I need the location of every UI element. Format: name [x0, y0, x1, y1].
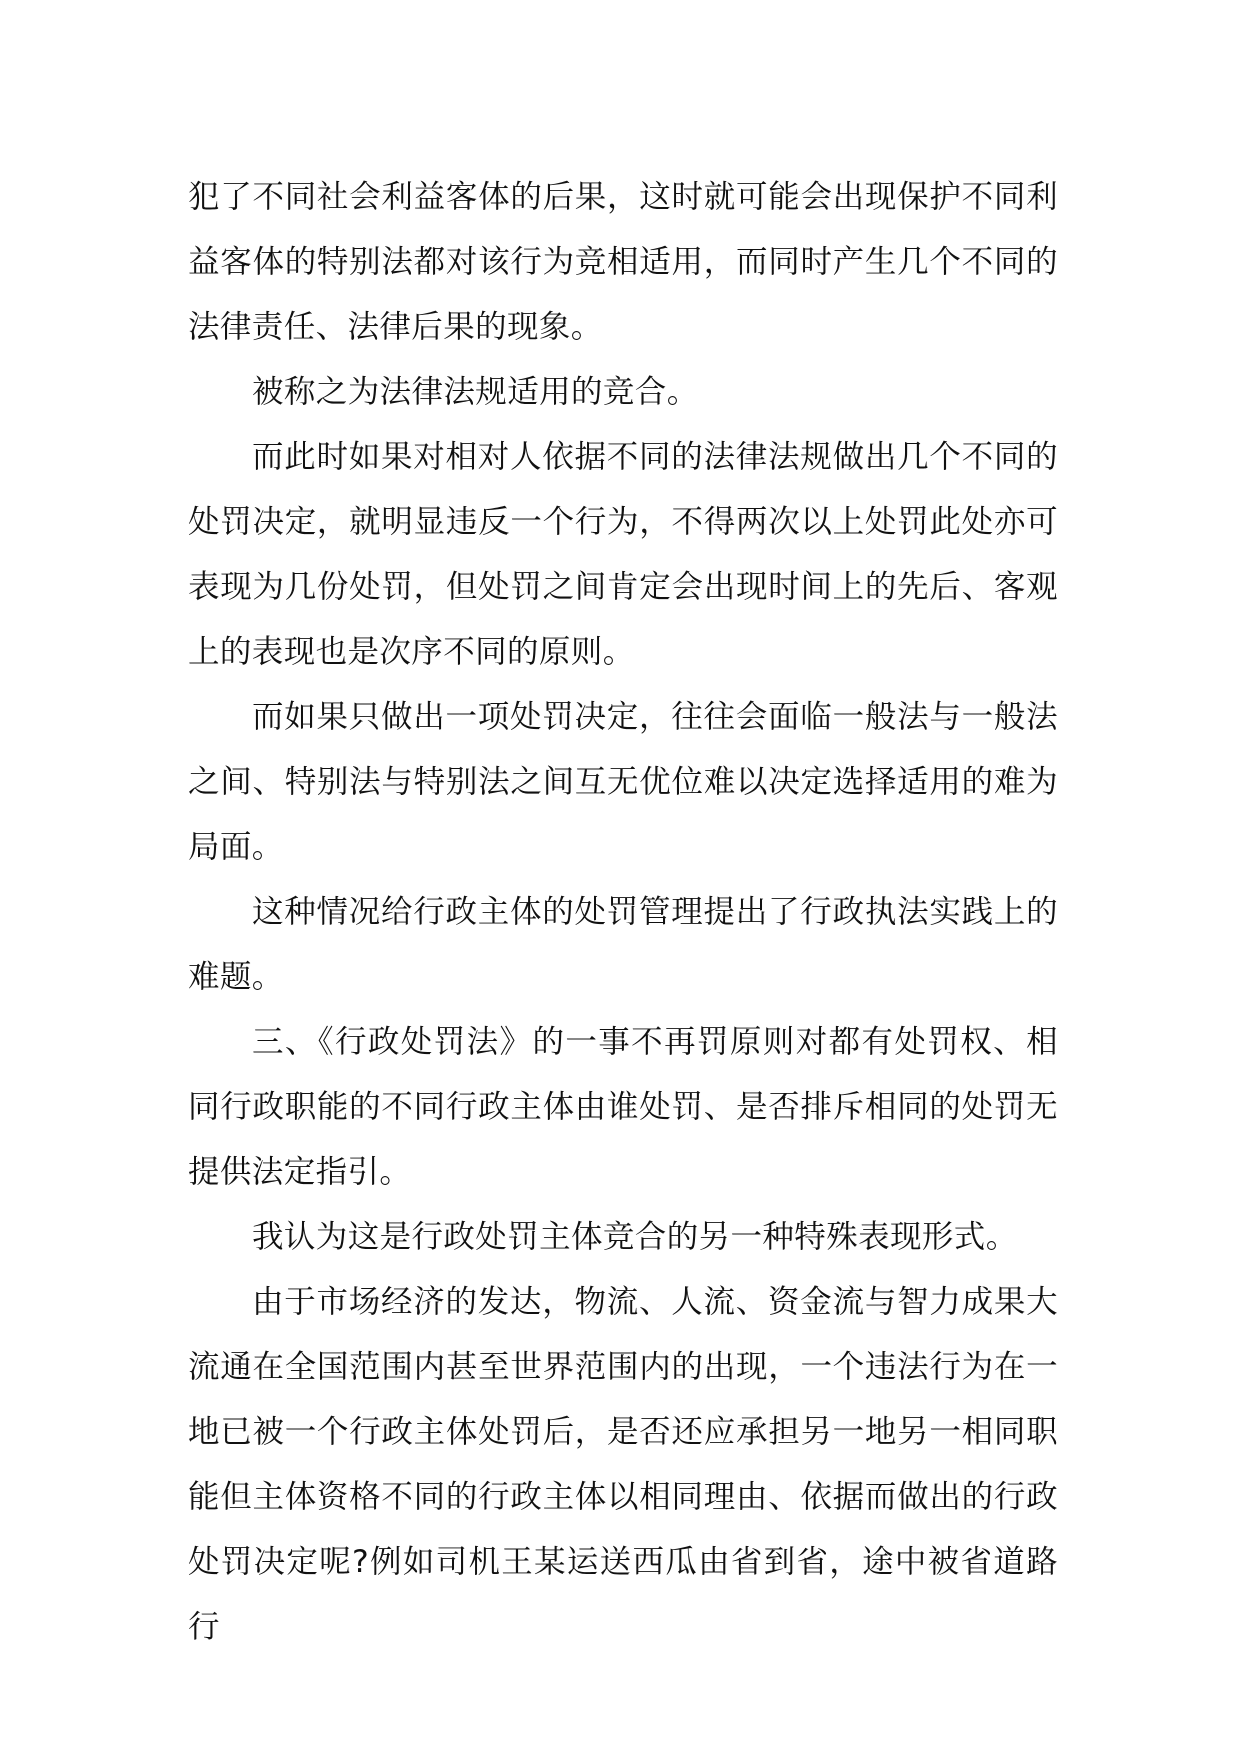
- paragraph-7: 我认为这是行政处罚主体竞合的另一种特殊表现形式。: [252, 1219, 1018, 1255]
- paragraph-3: 而此时如果对相对人依据不同的法律法规做出几个不同的处罚决定，就明显违反一个行为，不得两次以上处罚此处亦可表现为几份处罚，但处罚之间肯定会出现时间上的先后、客观上的表现也是次序不同的原则。: [188, 439, 1058, 670]
- paragraph-5: 这种情况给行政主体的处罚管理提出了行政执法实践上的难题。: [188, 894, 1058, 995]
- paragraph-1: 犯了不同社会利益客体的后果，这时就可能会出现保护不同利益客体的特别法都对该行为竞相适用，而同时产生几个不同的法律责任、法律后果的现象。: [188, 179, 1058, 345]
- paragraph-6: 三、《行政处罚法》的一事不再罚原则对都有处罚权、相同行政职能的不同行政主体由谁处罚、是否排斥相同的处罚无提供法定指引。: [188, 1024, 1058, 1190]
- paragraph-2: 被称之为法律法规适用的竞合。: [252, 374, 699, 410]
- paragraph-4: 而如果只做出一项处罚决定，往往会面临一般法与一般法之间、特别法与特别法之间互无优位难以决定选择适用的难为局面。: [188, 699, 1058, 865]
- document-page: [188, 165, 1058, 1660]
- paragraph-8: 由于市场经济的发达，物流、人流、资金流与智力成果大流通在全国范围内甚至世界范围内的出现，一个违法行为在一地已被一个行政主体处罚后，是否还应承担另一地另一相同职能但主体资格不同的行政主体以相同理由、依据而做出的行政处罚决定呢?例如司机王某运送西瓜由省到省，途中被省道路行: [188, 1284, 1058, 1645]
